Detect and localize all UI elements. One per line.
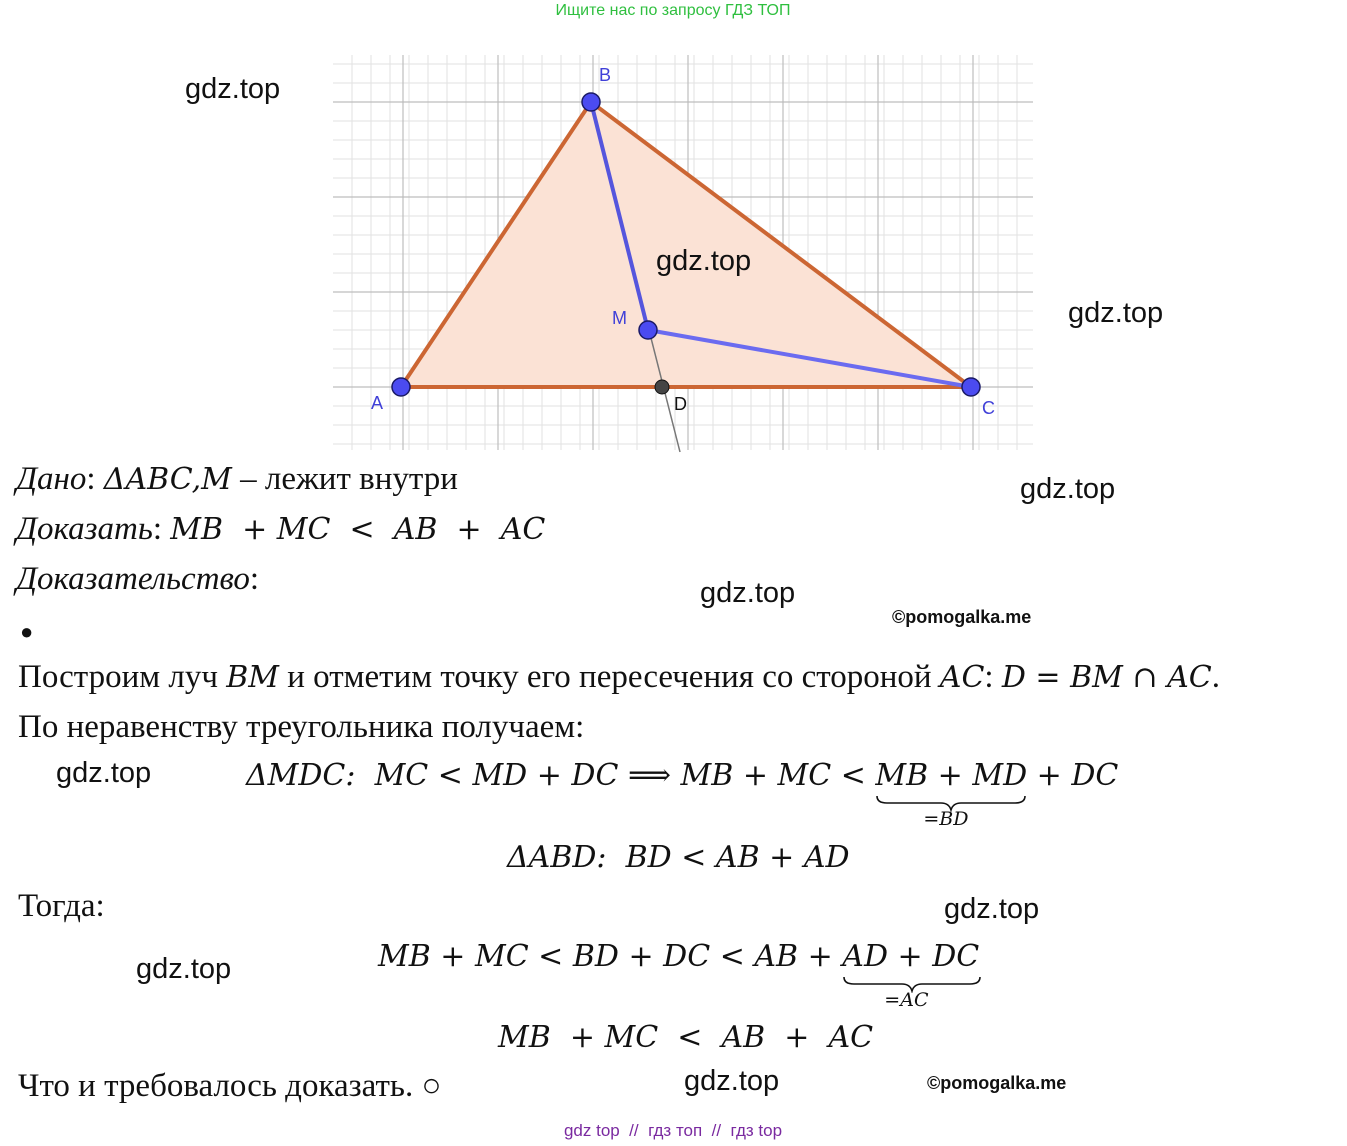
equation-chain: MB + MC < BD + DC < AB + AD + DC =AC	[378, 939, 979, 974]
point-c	[962, 378, 980, 396]
proof-label-line: Доказательство:	[16, 561, 260, 597]
qed-line: Что и требовалось доказать. ○	[18, 1068, 442, 1104]
given-line: Дано: ΔABC,M – лежит внутри	[16, 461, 458, 497]
label-d: D	[674, 394, 687, 414]
equation-result: MB + MC < AB + AC	[498, 1020, 874, 1055]
watermark: gdz.top	[1020, 473, 1116, 505]
watermark: gdz.top	[700, 577, 796, 609]
proof-label: Доказательство	[16, 561, 250, 597]
braced-term: MB + MD =BD	[875, 758, 1028, 830]
watermark: gdz.top	[56, 757, 152, 789]
copyright-mark: ©pomogalka.me	[927, 1073, 1067, 1093]
label-a: A	[371, 393, 384, 413]
prove-label: Доказать	[16, 511, 153, 547]
prove-math: MB + MC < AB + AC	[170, 512, 546, 547]
given-math: ΔABC,M	[103, 462, 232, 497]
watermark: gdz.top	[136, 953, 232, 985]
point-a	[392, 378, 410, 396]
prove-line: Доказать: MB + MC < AB + AC	[16, 511, 546, 547]
bullet: ●	[20, 619, 34, 644]
geometry-figure	[0, 0, 1347, 460]
label-c: C	[982, 398, 995, 418]
label-m: M	[612, 308, 627, 328]
equation-mdc: ΔMDC: MC < MD + DC ⟹ MB + MC < MB + MD =BD + DC	[246, 758, 1119, 830]
watermark: gdz.top	[656, 245, 752, 277]
point-d	[655, 380, 669, 394]
watermark: gdz.top	[684, 1065, 780, 1097]
label-b: B	[599, 65, 612, 85]
watermark: gdz.top	[185, 73, 281, 105]
point-m	[639, 321, 657, 339]
braced-term: AD + DC =AC	[842, 939, 979, 974]
given-label: Дано	[16, 461, 87, 497]
copyright-mark: ©pomogalka.me	[892, 607, 1032, 627]
watermark: gdz.top	[944, 893, 1040, 925]
point-b	[582, 93, 600, 111]
step1-line: Построим луч BM и отметим точку его пересечения со стороной AC: D = BM ∩ AC.	[18, 659, 1220, 695]
equation-abd: ΔABD: BD < AB + AD	[507, 840, 850, 875]
given-text: – лежит внутри	[240, 461, 458, 497]
step2-line: По неравенству треугольника получаем:	[18, 709, 585, 745]
watermark: gdz.top	[1068, 297, 1164, 329]
then-line: Тогда:	[18, 888, 105, 924]
